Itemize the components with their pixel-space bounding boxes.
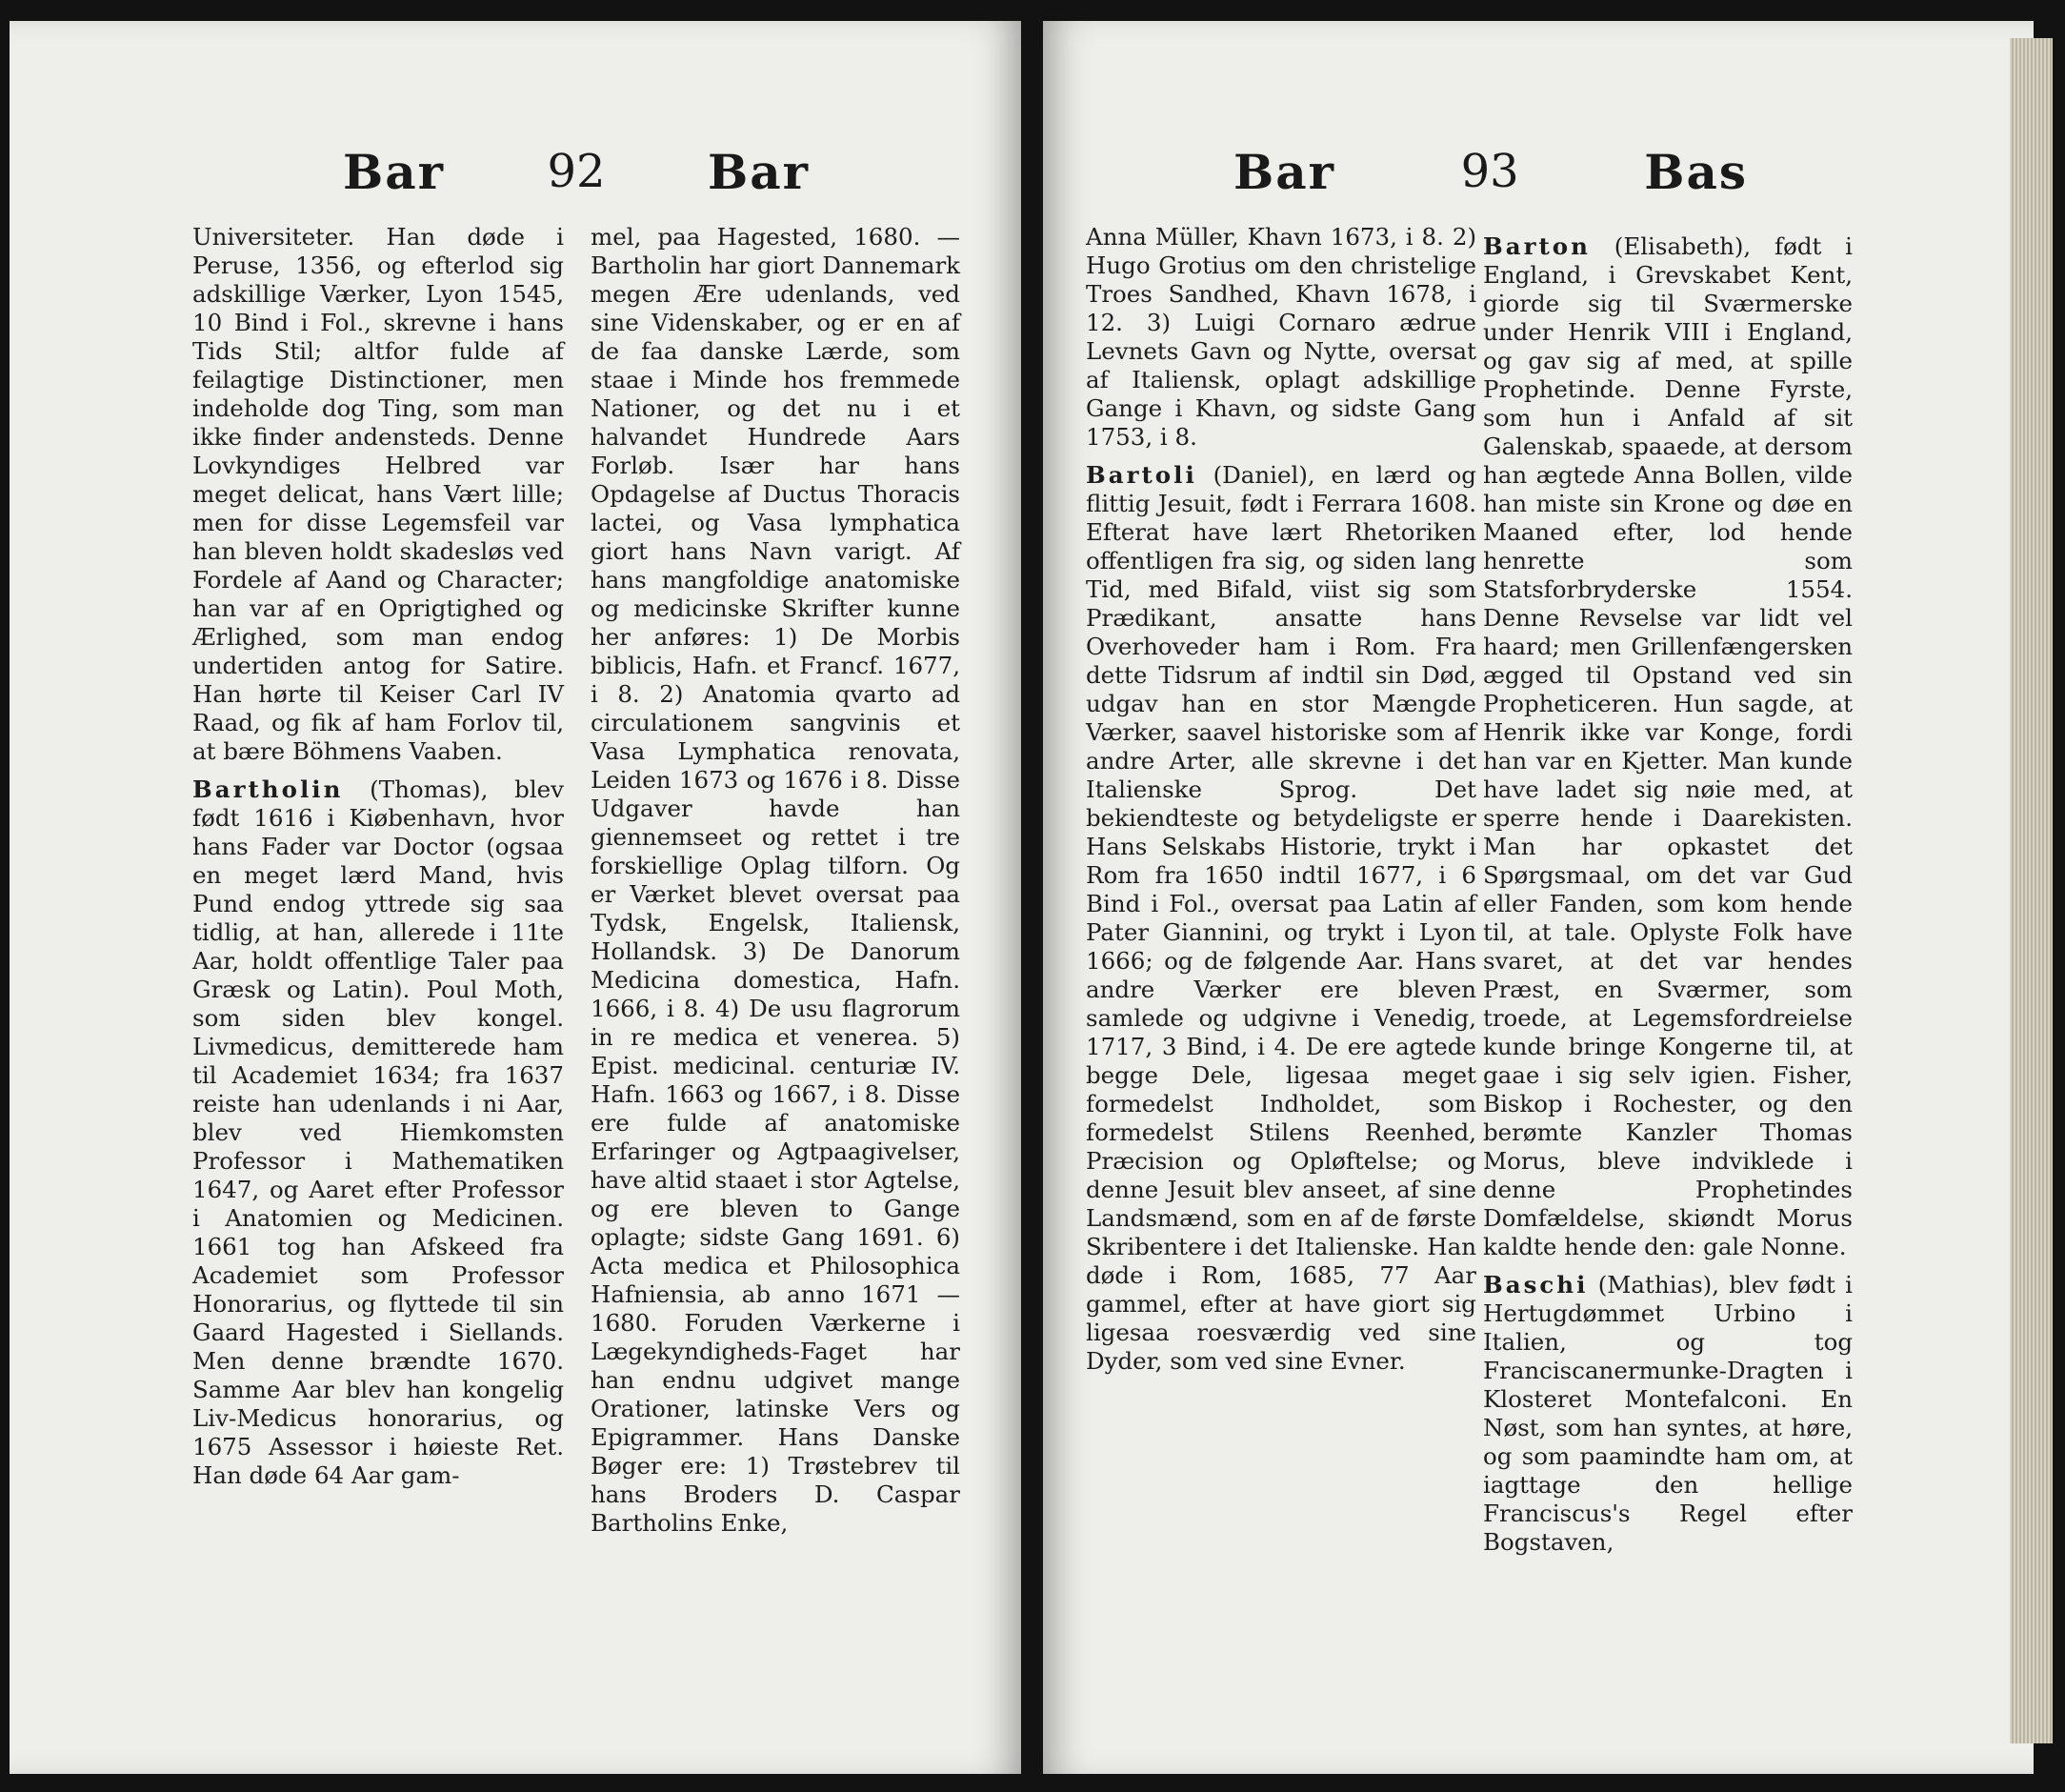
- entry-name: Barton: [1483, 232, 1591, 260]
- entry-barton: [1483, 232, 1853, 1261]
- left-header-word-right: Bar: [707, 143, 810, 200]
- entry-text: (Elisabeth), født i England, i Grevskabet Kent, giorde sig til Sværmerske under Henrik VIII i England, og gav sig af med, at spille Prophetinde. Denne Fyrste, som hun i Anfald af sit Galenskab, spaaede, at dersom han ægtede Anna Bollen, vilde han miste sin Krone og døe en Maaned efter, lod hende henrette som Statsforbryderske 1554. Denne Revselse var lidt vel haard; men Grillenfængersken ægged til Opstand ved sin Propheticeren. Hun sagde, at Henrik ikke var Konge, fordi han var en Kjetter. Man kunde have ladet sig nøie med, at sperre hende i Daarekisten. Man har opkastet det Spørgsmaal, om det var Gud eller Fanden, som kom hende til, at tale. Oplyste Folk have svaret, at det var hendes Præst, en Sværmer, som troede, at Legemsfordreielse kunde bringe Kongerne til, at gaae i sig selv igien. Fisher, Biskop i Rochester, og den berømte Kanzler Thomas Morus, bleve indviklede i denne Prophetindes Domfældelse, skiøndt Morus kaldte hende den: gale Nonne.: [1483, 232, 1853, 1260]
- entry-name: Bartholin: [192, 775, 344, 803]
- right-header-word: Bar: [1233, 143, 1336, 200]
- entry-bartholin: [192, 775, 564, 1490]
- left-column-1: [192, 223, 564, 1490]
- left-page: [10, 21, 1021, 1774]
- paragraph: mel, paa Hagested, 1680. — Bartholin har giort Dannemark megen Ære udenlands, ved sine Videnskaber, og er en af de faa danske Lærde, som staae i Minde hos fremmede Nationer, og det nu i et halvandet Hundrede Aars Forløb. Især har hans Opdagelse af Ductus Thoracis lactei, og Vasa lymphatica giort hans Navn varigt. Af hans mangfoldige anatomiske og medicinske Skrifter kunne her anføres: 1) De Morbis biblicis, Hafn. et Francf. 1677, i 8. 2) Anatomia qvarto ad circulationem sangvinis et Vasa Lymphatica renovata, Leiden 1673 og 1676 i 8. Disse Udgaver havde han giennemseet og rettet i tre forskiellige Oplag tilforn. Og er Værket blevet oversat paa Tydsk, Engelsk, Italiensk, Hollandsk. 3) De Danorum Medicina domestica, Hafn. 1666, i 8. 4) De usu flagrorum in re medica et venerea. 5) Epist. medicinal. centuriæ IV. Hafn. 1663 og 1667, i 8. Disse ere fulde af anatomiske Erfaringer og Agtpaagivelser, have altid staaet i stor Agtelse, og ere bleven to Gange oplagte; sidste Gang 1691. 6) Acta medica et Philosophica Hafniensia, ab anno 1671 — 1680. Foruden Værkerne i Lægekyndigheds-Faget har han endnu udgivet mange Orationer, latinske Vers og Epigrammer. Hans Danske Bøger ere: 1) Trøstebrev til hans Broders D. Caspar Bartholins Enke,: [591, 223, 960, 1537]
- left-page-number: 92: [547, 145, 606, 198]
- book-page-edge: [2010, 38, 2053, 1743]
- left-header-word: Bar: [343, 143, 446, 200]
- right-page-header: [1233, 133, 1748, 210]
- entry-text: (Thomas), blev født 1616 i Kiøbenhavn, hvor hans Fader var Doctor (ogsaa en meget lærd Mand, hvis Pund endog yttrede sig saa tidlig, at han, allerede i 11te Aar, holdt offentlige Taler paa Græsk og Latin). Poul Moth, som siden blev kongel. Livmedicus, demitterede ham til Academiet 1634; fra 1637 reiste han udenlands i ni Aar, blev ved Hiemkomsten Professor i Mathematiken 1647, og Aaret efter Professor i Anatomien og Medicinen. 1661 tog han Afskeed fra Academiet som Professor Honorarius, og flyttede til sin Gaard Hagested i Siellands. Men denne brændte 1670. Samme Aar blev han kongelig Liv-Medicus honorarius, og 1675 Assessor i høieste Ret. Han døde 64 Aar gam-: [192, 775, 564, 1489]
- entry-text: (Daniel), en lærd og flittig Jesuit, født i Ferrara 1608. Efterat have lært Rhetoriken offentligen fra sig, og siden lang Tid, med Bifald, viist sig som Prædikant, ansatte hans Overhoveder ham i Rom. Fra dette Tidsrum af indtil sin Død, udgav han en stor Mængde Værker, saavel historiske som af andre Arter, alle skrevne i det Italienske Sprog. Det bekiendteste og betydeligste er Hans Selskabs Historie, trykt i Rom fra 1650 indtil 1677, i 6 Bind i Fol., oversat paa Latin af Pater Giannini, og trykt i Lyon 1666; og de følgende Aar. Hans andre Værker ere bleven samlede og udgivne i Venedig, 1717, 3 Bind, i 4. De ere agtede begge Dele, ligesaa meget formedelst Indholdet, som formedelst Stilens Reenhed, Præcision og Opløftelse; og denne Jesuit blev anseet, af sine Landsmænd, som en af de første Skribentere i det Italienske. Han døde i Rom, 1685, 77 Aar gammel, efter at have giort sig ligesaa roesværdig ved sine Dyder, som ved sine Evner.: [1086, 461, 1476, 1375]
- entry-text: (Mathias), blev født i Hertugdømmet Urbino i Italien, og tog Franciscanermunke-Dragten i Klosteret Montefalconi. En Nøst, som han syntes, at høre, og som paamindte ham om, at iagttage den hellige Franciscus's Regel efter Bogstaven,: [1483, 1271, 1853, 1556]
- entry-bartoli: [1086, 461, 1476, 1376]
- right-header-word-right: Bas: [1644, 143, 1748, 200]
- right-column-2: [1483, 223, 1853, 1557]
- entry-name: Bartoli: [1086, 461, 1197, 489]
- left-page-header: [343, 133, 810, 210]
- paragraph: Universiteter. Han døde i Peruse, 1356, og efterlod sig adskillige Værker, Lyon 1545, 10 Bind i Fol., skrevne i hans Tids Stil; altfor fulde af feilagtige Distinctioner, men indeholde dog Ting, som man ikke finder andensteds. Denne Lovkyndiges Helbred var meget delicat, hans Vært lille; men for disse Legemsfeil var han bleven holdt skadesløs ved Fordele af Aand og Character; han var af en Oprigtighed og Ærlighed, som man endog undertiden antog for Satire. Han hørte til Keiser Carl IV Raad, og fik af ham Forlov til, at bære Böhmens Vaaben.: [192, 223, 564, 765]
- right-column-1: [1086, 223, 1476, 1376]
- entry-name: Baschi: [1483, 1271, 1589, 1299]
- left-column-2: [591, 223, 960, 1538]
- right-page-number: 93: [1460, 145, 1519, 198]
- paragraph: Anna Müller, Khavn 1673, i 8. 2) Hugo Grotius om den christelige Troes Sandhed, Khavn 1678, i 12. 3) Luigi Cornaro ædrue Levnets Gavn og Nytte, oversat af Italiensk, oplagt adskillige Gange i Khavn, og sidste Gang 1753, i 8.: [1086, 223, 1476, 451]
- entry-baschi: [1483, 1271, 1853, 1557]
- right-page: [1043, 21, 2034, 1774]
